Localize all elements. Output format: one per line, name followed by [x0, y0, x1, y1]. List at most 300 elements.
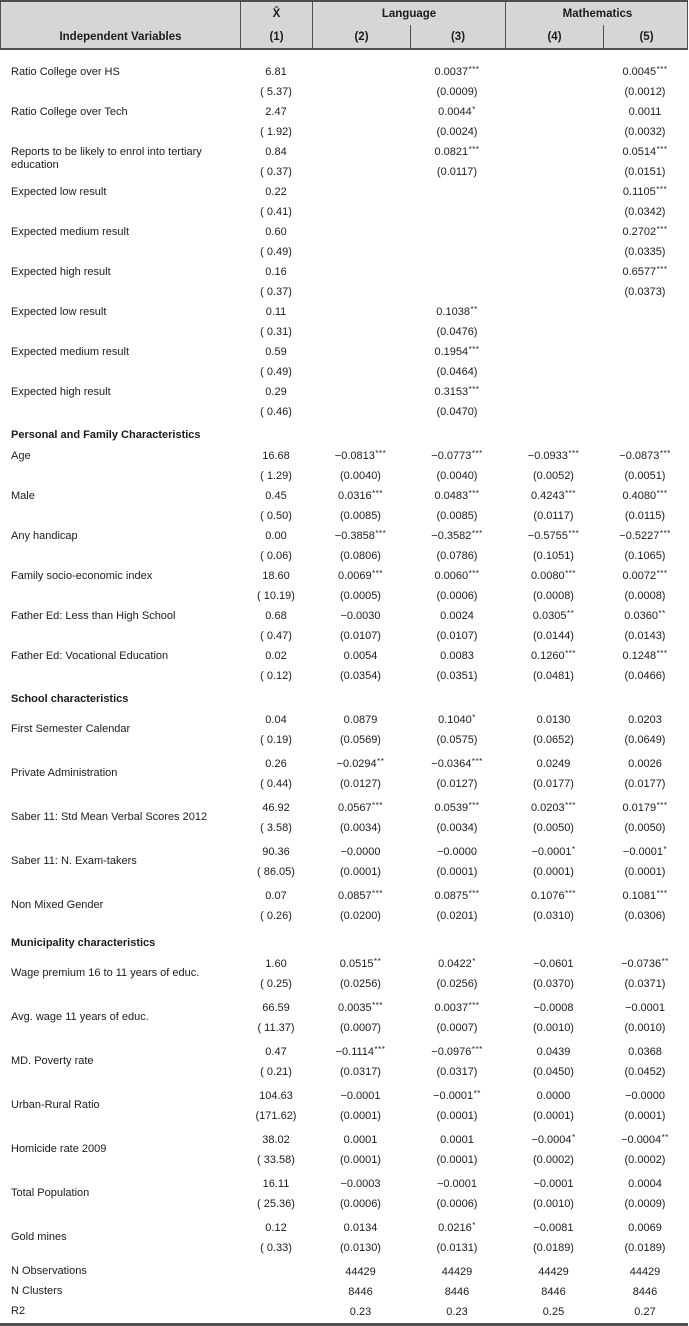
- coefficient-cell: 0.0515**: [339, 957, 382, 970]
- coefficient-cell: 0.0130: [536, 714, 571, 726]
- std-error-cell: ( 5.37): [260, 86, 292, 98]
- coefficient-cell: −0.3582***: [431, 529, 483, 542]
- coefficient-cell: [409, 222, 505, 242]
- variable-row: [0, 302, 688, 342]
- row-label: MD. Poverty rate: [11, 1055, 94, 1068]
- coefficient-cell: 0.1954***: [434, 345, 480, 358]
- coefficient-cell: [505, 182, 602, 202]
- coefficient-cell: 0.0069: [628, 1222, 662, 1234]
- std-error-cell: (0.1051): [533, 550, 574, 562]
- std-error-cell: [505, 242, 602, 262]
- row-label: Family socio-economic index: [11, 569, 153, 582]
- coefficient-cell: −0.5227***: [619, 529, 671, 542]
- coefficient-cell: 0.0483***: [434, 489, 480, 502]
- coefficient-cell: −0.0001*: [531, 845, 576, 858]
- significance-stars: ***: [372, 1001, 383, 1010]
- coefficient-cell: 18.60: [262, 570, 290, 582]
- std-error-cell: [409, 282, 505, 302]
- std-error-cell: ( 25.36): [257, 1198, 295, 1210]
- significance-stars: ***: [468, 1001, 480, 1010]
- significance-stars: ***: [568, 449, 580, 458]
- std-error-cell: (0.0010): [624, 1022, 666, 1034]
- std-error-cell: ( 0.25): [260, 978, 292, 990]
- variable-row: [0, 754, 688, 794]
- coefficient-cell: 0.12: [265, 1222, 287, 1234]
- std-error-cell: [312, 362, 409, 382]
- std-error-cell: ( 0.26): [260, 910, 292, 922]
- std-error-cell: ( 0.47): [260, 630, 292, 642]
- coefficient-cell: [312, 182, 409, 202]
- header-group-language: Language: [313, 2, 506, 25]
- variable-row: [0, 954, 688, 994]
- stat-cell: 0.23: [349, 1306, 372, 1318]
- row-label: Gold mines: [11, 1231, 67, 1244]
- coefficient-cell: [312, 382, 409, 402]
- coefficient-cell: 0.0004: [628, 1178, 662, 1190]
- significance-stars: ***: [468, 65, 480, 74]
- std-error-cell: ( 3.58): [260, 822, 292, 834]
- std-error-cell: (0.0001): [533, 866, 574, 878]
- std-error-cell: (0.0354): [340, 670, 381, 682]
- coefficient-cell: 0.1260***: [531, 649, 576, 662]
- std-error-cell: ( 33.58): [257, 1154, 295, 1166]
- stat-label: R2: [11, 1305, 26, 1318]
- stat-cell: 0.25: [542, 1306, 565, 1318]
- row-label: Homicide rate 2009: [11, 1143, 107, 1156]
- coefficient-cell: [312, 342, 409, 362]
- std-error-cell: (0.0476): [436, 326, 478, 338]
- std-error-cell: (0.0007): [436, 1022, 478, 1034]
- variable-row: [0, 1086, 688, 1126]
- significance-stars: ***: [565, 489, 576, 498]
- std-error-cell: (0.0806): [340, 550, 381, 562]
- coefficient-cell: 2.47: [265, 106, 287, 118]
- std-error-cell: (0.0040): [436, 470, 478, 482]
- row-label: Total Population: [11, 1187, 90, 1200]
- coefficient-cell: 0.0305**: [532, 609, 575, 622]
- std-error-cell: [312, 402, 409, 422]
- coefficient-cell: 0.0054: [343, 650, 378, 662]
- row-label: Expected medium result: [11, 345, 129, 358]
- row-label: Male: [11, 489, 35, 502]
- coefficient-cell: 0.0045***: [622, 65, 668, 78]
- std-error-cell: (0.0001): [533, 1110, 574, 1122]
- variable-row: [0, 646, 688, 686]
- std-error-cell: [505, 82, 602, 102]
- significance-stars: ***: [375, 529, 387, 538]
- std-error-cell: [602, 322, 688, 342]
- significance-stars: ***: [565, 801, 576, 810]
- std-error-cell: (0.0050): [533, 822, 574, 834]
- coefficient-cell: 0.02: [265, 650, 287, 662]
- stat-cell: [240, 1262, 312, 1282]
- stat-cell: 8446: [541, 1286, 566, 1298]
- variable-row: [0, 62, 688, 102]
- variable-row: [0, 382, 688, 422]
- coefficient-cell: −0.0736**: [621, 957, 669, 970]
- std-error-cell: ( 0.41): [260, 206, 292, 218]
- coefficient-cell: −0.0081: [533, 1222, 574, 1234]
- row-label: Urban-Rural Ratio: [11, 1099, 100, 1112]
- std-error-cell: (0.0371): [624, 978, 666, 990]
- row-label: First Semester Calendar: [11, 723, 131, 736]
- coefficient-cell: 0.1038**: [436, 305, 478, 318]
- coefficient-cell: 0.16: [265, 266, 287, 278]
- coefficient-cell: [505, 262, 602, 282]
- significance-stars: ***: [468, 801, 480, 810]
- variable-row: [0, 998, 688, 1038]
- coefficient-cell: 0.0249: [536, 758, 571, 770]
- std-error-cell: [312, 242, 409, 262]
- std-error-cell: ( 0.06): [260, 550, 292, 562]
- std-error-cell: ( 0.37): [260, 286, 292, 298]
- std-error-cell: (0.0115): [624, 510, 666, 522]
- std-error-cell: (0.0034): [340, 822, 381, 834]
- coefficient-cell: [312, 302, 409, 322]
- significance-stars: ***: [656, 145, 668, 154]
- section-header: Municipality characteristics: [11, 937, 156, 949]
- std-error-cell: (0.0351): [436, 670, 478, 682]
- coefficient-cell: 16.11: [262, 1178, 290, 1190]
- std-error-cell: (0.0024): [436, 126, 478, 138]
- coefficient-cell: −0.0030: [340, 610, 381, 622]
- coefficient-cell: 0.0360**: [624, 609, 666, 622]
- std-error-cell: [312, 122, 409, 142]
- coefficient-cell: 0.0037***: [434, 1001, 480, 1014]
- coefficient-cell: 0.2702***: [622, 225, 668, 238]
- std-error-cell: [409, 202, 505, 222]
- coefficient-cell: [505, 102, 602, 122]
- coefficient-cell: −0.0001: [340, 1090, 381, 1102]
- std-error-cell: (0.0575): [436, 734, 478, 746]
- std-error-cell: [312, 82, 409, 102]
- variable-row: [0, 486, 688, 526]
- coefficient-cell: −0.0976***: [431, 1045, 483, 1058]
- coefficient-cell: 0.1105***: [622, 185, 668, 198]
- std-error-cell: [505, 282, 602, 302]
- coefficient-cell: 0.0422*: [438, 957, 476, 970]
- row-label: Wage premium 16 to 11 years of educ.: [11, 967, 200, 980]
- coefficient-cell: 0.6577***: [622, 265, 668, 278]
- significance-stars: ***: [656, 801, 668, 810]
- std-error-cell: (0.0127): [436, 778, 478, 790]
- coefficient-cell: 0.0037***: [434, 65, 480, 78]
- std-error-cell: (0.0310): [533, 910, 574, 922]
- coefficient-cell: [505, 142, 602, 162]
- std-error-cell: (0.0306): [624, 910, 666, 922]
- std-error-cell: (0.0464): [436, 366, 478, 378]
- significance-stars: *: [472, 1221, 476, 1230]
- std-error-cell: [505, 402, 602, 422]
- std-error-cell: (0.0010): [533, 1198, 574, 1210]
- stat-cell: 8446: [348, 1286, 373, 1298]
- std-error-cell: ( 10.19): [257, 590, 295, 602]
- coefficient-cell: 0.0024: [440, 610, 474, 622]
- variable-row: [0, 1130, 688, 1170]
- variable-row: [0, 446, 688, 486]
- coefficient-cell: −0.0294**: [336, 757, 385, 770]
- std-error-cell: (0.0001): [340, 1110, 381, 1122]
- significance-stars: **: [658, 609, 666, 618]
- coefficient-cell: 0.0316***: [338, 489, 383, 502]
- significance-stars: ***: [656, 185, 668, 194]
- coefficient-cell: [505, 222, 602, 242]
- coefficient-cell: 0.0001: [440, 1134, 474, 1146]
- header-col-5: (5): [603, 25, 689, 48]
- stat-cell: 0.23: [446, 1306, 468, 1318]
- std-error-cell: (0.0006): [436, 590, 478, 602]
- coefficient-cell: −0.0000: [340, 846, 381, 858]
- std-error-cell: (0.0786): [436, 550, 478, 562]
- significance-stars: ***: [374, 1045, 386, 1054]
- std-error-cell: (0.0256): [340, 978, 381, 990]
- std-error-cell: (0.0649): [624, 734, 666, 746]
- variable-row: [0, 1042, 688, 1082]
- coefficient-cell: [409, 182, 505, 202]
- std-error-cell: ( 0.33): [260, 1242, 292, 1254]
- coefficient-cell: −0.0004*: [531, 1133, 576, 1146]
- std-error-cell: [312, 202, 409, 222]
- coefficient-cell: [312, 262, 409, 282]
- coefficient-cell: 0.11: [265, 306, 287, 318]
- stats-row: [0, 1262, 688, 1282]
- coefficient-cell: 0.84: [265, 146, 287, 158]
- row-label: Expected high result: [11, 385, 111, 398]
- std-error-cell: (0.0201): [436, 910, 478, 922]
- coefficient-cell: −0.0001: [533, 1178, 574, 1190]
- std-error-cell: (0.0002): [533, 1154, 574, 1166]
- coefficient-cell: 0.0026: [628, 758, 662, 770]
- std-error-cell: (0.0002): [624, 1154, 666, 1166]
- std-error-cell: (0.0107): [436, 630, 478, 642]
- std-error-cell: (0.0005): [340, 590, 381, 602]
- variable-row: [0, 566, 688, 606]
- std-error-cell: (0.0177): [624, 778, 666, 790]
- section-header: School characteristics: [11, 693, 129, 705]
- std-error-cell: (0.0177): [533, 778, 574, 790]
- std-error-cell: (0.0342): [624, 206, 666, 218]
- std-error-cell: (0.0317): [436, 1066, 478, 1078]
- std-error-cell: ( 0.49): [260, 366, 292, 378]
- significance-stars: ***: [565, 889, 576, 898]
- row-label: Father Ed: Less than High School: [11, 609, 176, 622]
- std-error-cell: [505, 162, 602, 182]
- std-error-cell: (0.0256): [436, 978, 478, 990]
- significance-stars: **: [661, 1133, 669, 1142]
- coefficient-cell: −0.0001: [624, 1002, 666, 1014]
- significance-stars: *: [472, 713, 476, 722]
- std-error-cell: (0.0006): [436, 1198, 478, 1210]
- std-error-cell: (0.0481): [533, 670, 574, 682]
- coefficient-cell: 0.26: [265, 758, 287, 770]
- header-col-4: (4): [547, 30, 562, 43]
- significance-stars: ***: [656, 225, 668, 234]
- std-error-cell: (0.0052): [533, 470, 574, 482]
- significance-stars: ***: [471, 449, 483, 458]
- coefficient-cell: [602, 342, 688, 362]
- coefficient-cell: 0.1248***: [622, 649, 668, 662]
- stats-row: [0, 1302, 688, 1322]
- coefficient-cell: 0.4243***: [531, 489, 576, 502]
- row-label: Expected high result: [11, 265, 111, 278]
- std-error-cell: ( 0.37): [260, 166, 292, 178]
- coefficient-cell: 0.59: [265, 346, 287, 358]
- row-label: Expected medium result: [11, 225, 129, 238]
- significance-stars: ***: [372, 889, 383, 898]
- std-error-cell: (0.0200): [340, 910, 381, 922]
- std-error-cell: (0.0127): [340, 778, 381, 790]
- significance-stars: ***: [471, 1045, 483, 1054]
- std-error-cell: (0.0470): [436, 406, 478, 418]
- std-error-cell: (0.0085): [340, 510, 381, 522]
- variable-row: [0, 262, 688, 302]
- variable-row: [0, 526, 688, 566]
- coefficient-cell: 38.02: [262, 1134, 290, 1146]
- std-error-cell: [312, 322, 409, 342]
- coefficient-cell: [312, 62, 409, 82]
- coefficient-cell: 0.07: [265, 890, 287, 902]
- significance-stars: **: [661, 957, 669, 966]
- significance-stars: ***: [565, 649, 576, 658]
- std-error-cell: (0.0001): [436, 1154, 478, 1166]
- stats-row: [0, 1282, 688, 1302]
- stat-cell: 44429: [538, 1266, 569, 1278]
- std-error-cell: (0.0012): [624, 86, 666, 98]
- std-error-cell: ( 0.19): [260, 734, 292, 746]
- stat-cell: 8446: [444, 1286, 470, 1298]
- stat-cell: [240, 1302, 312, 1322]
- std-error-cell: ( 1.92): [260, 126, 292, 138]
- std-error-cell: [505, 122, 602, 142]
- coefficient-cell: 0.0514***: [622, 145, 668, 158]
- coefficient-cell: −0.0000: [624, 1090, 666, 1102]
- significance-stars: **: [473, 1089, 481, 1098]
- coefficient-cell: −0.0008: [533, 1002, 574, 1014]
- variable-row: [0, 886, 688, 926]
- coefficient-cell: 0.0072***: [622, 569, 668, 582]
- coefficient-cell: 0.0216*: [438, 1221, 476, 1234]
- std-error-cell: (0.0007): [340, 1022, 381, 1034]
- significance-stars: *: [663, 845, 668, 854]
- coefficient-cell: −0.0873***: [619, 449, 671, 462]
- coefficient-cell: 0.0011: [628, 106, 662, 118]
- coefficient-cell: 46.92: [262, 802, 290, 814]
- coefficient-cell: 0.0539***: [434, 801, 480, 814]
- table-body: [0, 50, 688, 1322]
- std-error-cell: ( 0.49): [260, 246, 292, 258]
- significance-stars: **: [566, 609, 575, 618]
- row-label: Age: [11, 449, 31, 462]
- variable-row: [0, 182, 688, 222]
- variable-row: [0, 142, 688, 182]
- coefficient-cell: [505, 302, 602, 322]
- coefficient-cell: 90.36: [262, 846, 290, 858]
- row-label: Expected low result: [11, 305, 107, 318]
- std-error-cell: (0.0131): [436, 1242, 478, 1254]
- coefficient-cell: [409, 262, 505, 282]
- row-label: Saber 11: N. Exam-takers: [11, 855, 137, 868]
- significance-stars: ***: [659, 529, 671, 538]
- std-error-cell: (0.0144): [533, 630, 574, 642]
- std-error-cell: (0.0652): [533, 734, 574, 746]
- std-error-cell: (0.0008): [624, 590, 666, 602]
- significance-stars: ***: [656, 65, 668, 74]
- std-error-cell: [505, 202, 602, 222]
- significance-stars: ***: [372, 569, 383, 578]
- significance-stars: ***: [468, 889, 480, 898]
- coefficient-cell: 0.0567***: [338, 801, 383, 814]
- std-error-cell: (0.0151): [624, 166, 666, 178]
- std-error-cell: (0.0317): [340, 1066, 381, 1078]
- coefficient-cell: −0.0000: [436, 846, 478, 858]
- coefficient-cell: [505, 342, 602, 362]
- coefficient-cell: 0.0857***: [338, 889, 383, 902]
- std-error-cell: (0.0009): [436, 86, 478, 98]
- coefficient-cell: 0.60: [265, 226, 287, 238]
- variable-row: [0, 606, 688, 646]
- std-error-cell: ( 1.29): [260, 470, 292, 482]
- std-error-cell: (0.0450): [533, 1066, 574, 1078]
- std-error-cell: [312, 162, 409, 182]
- coefficient-cell: [602, 302, 688, 322]
- std-error-cell: (0.0006): [340, 1198, 381, 1210]
- coefficient-cell: 0.0368: [628, 1046, 662, 1058]
- std-error-cell: [312, 282, 409, 302]
- coefficient-cell: [312, 222, 409, 242]
- coefficient-cell: −0.0813***: [334, 449, 387, 462]
- row-label: Avg. wage 11 years of educ.: [11, 1011, 149, 1024]
- coefficient-cell: 0.0080***: [531, 569, 576, 582]
- significance-stars: ***: [471, 757, 483, 766]
- coefficient-cell: 0.0000: [536, 1090, 571, 1102]
- std-error-cell: (0.0001): [340, 1154, 381, 1166]
- coefficient-cell: 0.0134: [343, 1222, 378, 1234]
- coefficient-cell: −0.0004**: [621, 1133, 669, 1146]
- significance-stars: ***: [375, 449, 387, 458]
- significance-stars: ***: [656, 489, 668, 498]
- table-bottom-rule: [0, 1323, 688, 1326]
- std-error-cell: (0.0009): [624, 1198, 666, 1210]
- stat-label: N Observations: [11, 1265, 87, 1278]
- std-error-cell: (0.0040): [340, 470, 381, 482]
- significance-stars: ***: [471, 529, 483, 538]
- coefficient-cell: 0.0069***: [338, 569, 383, 582]
- std-error-cell: (0.0008): [533, 590, 574, 602]
- header-col-3: (3): [410, 25, 506, 48]
- stat-cell: 44429: [345, 1266, 376, 1278]
- std-error-cell: (0.0032): [624, 126, 666, 138]
- coefficient-cell: 0.0044*: [438, 105, 476, 118]
- coefficient-cell: [312, 142, 409, 162]
- coefficient-cell: 0.0875***: [434, 889, 480, 902]
- coefficient-cell: −0.0003: [340, 1178, 381, 1190]
- coefficient-cell: 0.0203***: [531, 801, 576, 814]
- significance-stars: ***: [468, 145, 480, 154]
- std-error-cell: (0.0373): [624, 286, 666, 298]
- coefficient-cell: 0.1081***: [622, 889, 668, 902]
- std-error-cell: [409, 242, 505, 262]
- significance-stars: **: [377, 757, 385, 766]
- row-label: Any handicap: [11, 529, 78, 542]
- std-error-cell: ( 0.12): [260, 670, 292, 682]
- std-error-cell: (0.0130): [340, 1242, 381, 1254]
- stat-cell: 44429: [629, 1266, 661, 1278]
- std-error-cell: (0.0010): [533, 1022, 574, 1034]
- coefficient-cell: 0.0001: [343, 1134, 378, 1146]
- coefficient-cell: 0.0879: [343, 714, 378, 726]
- coefficient-cell: 6.81: [265, 66, 287, 78]
- coefficient-cell: 0.0439: [536, 1046, 571, 1058]
